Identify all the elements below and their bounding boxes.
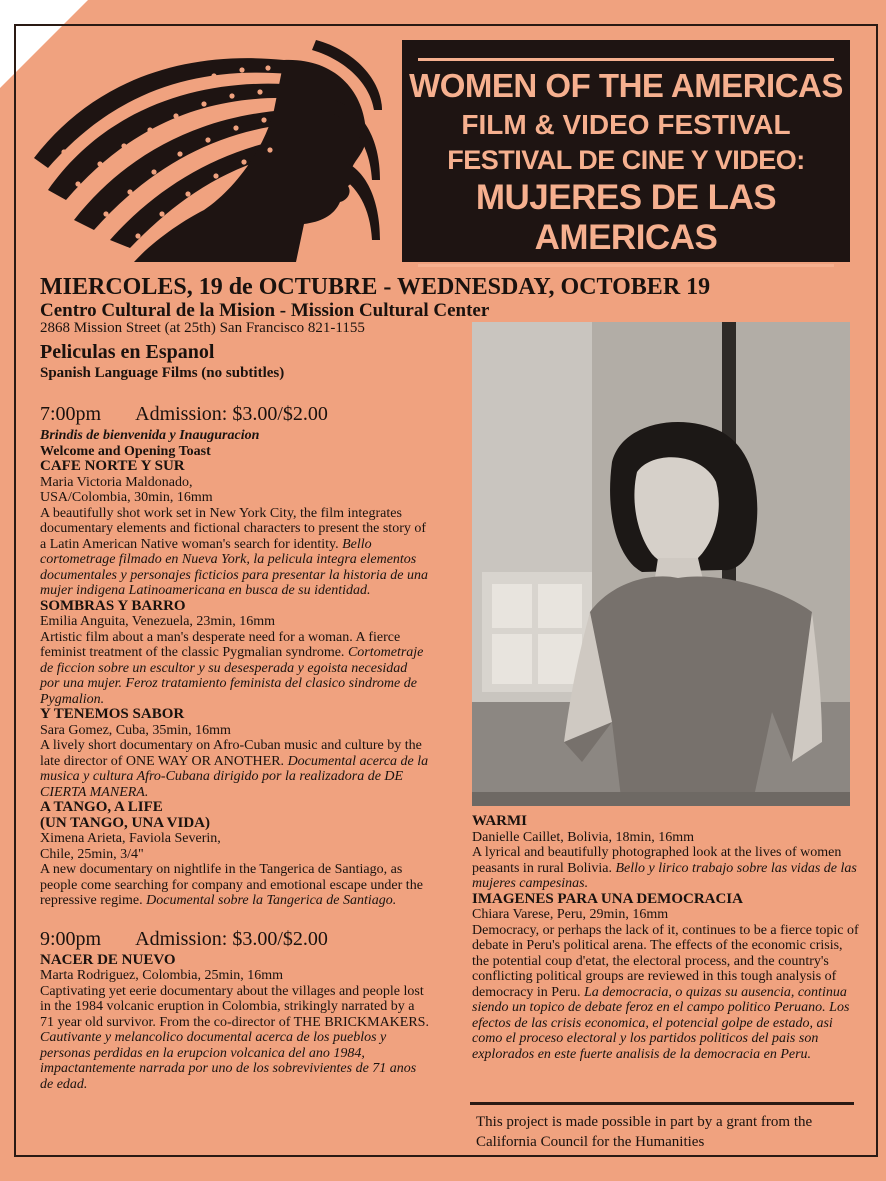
film-desc-nacer (40, 984, 430, 1093)
film-title-sombras: SOMBRAS Y BARRO (40, 597, 186, 614)
film-desc-tango-es: Documental sobre la Tangerica de Santiago. (146, 893, 397, 908)
film-desc-warmi-en: A lyrical and beautifully photographed look at the lives of women peasants in rural Bolivia. (472, 845, 842, 876)
title-line-3: FESTIVAL DE CINE Y VIDEO: (447, 145, 805, 175)
film-desc-cafe-en: A beautifully shot work set in New York City, the film integrates documentary elements and fictional characters to present the story of a Latin American Native woman's search for identity. (40, 505, 427, 552)
film-credit-sabor: Sara Gomez, Cuba, 35min, 16mm (40, 722, 231, 738)
film-desc-sombras-en: Artistic film about a man's desperate need for a woman. A fierce feminist treatment of the classic Pygmalian syndrome. (40, 629, 401, 660)
title-bottom-rule (418, 264, 834, 267)
film-credit-warmi: Danielle Caillet, Bolivia, 18min, 16mm (472, 829, 695, 845)
film-desc-warmi (472, 845, 862, 892)
film-title-sabor: Y TENEMOS SABOR (40, 706, 185, 722)
event-address: 2868 Mission Street (at 25th) San Francisco 821-1155 (40, 320, 365, 336)
film-credit-sombras: Emilia Anguita, Venezuela, 23min, 16mm (40, 614, 275, 629)
film-credit-tango-1: Ximena Arieta, Faviola Severin, (40, 831, 221, 846)
film-desc-imagenes-es: La democracia, o quizas su ausencia, continua siendo un topico de debate feroz en el campo politico Peruano. Los efectos de las crisis economica, el potencial golpe de estado, asi como el proceso electoral y los partidos politicos del pais son explorados en este fuerte analisis de la democracia en Peru. (472, 984, 850, 1062)
film-desc-imagenes-en: Democracy, or perhaps the lack of it, continues to be a fierce topic of debate in Peru's political arena. The effects of the economic crisis, the potential coup d'etat, the electoral process, and the country's conflicting political groups are reviewed in this tough analysis of democracy in Peru. (472, 922, 859, 1000)
film-credit-nacer: Marta Rodriguez, Colombia, 25min, 16mm (40, 968, 284, 983)
film-desc-sabor (40, 738, 430, 800)
film-desc-sombras-es: Cortometraje de ficcion sobre un escultor y su desesperada y egoista necesidad por una mujer. Feroz tratamiento feminista del clasico sindrome de Pygmalion. (40, 645, 424, 707)
film-desc-sombras (40, 630, 430, 708)
film-title-warmi: WARMI (472, 813, 527, 829)
film-still-photo (472, 322, 850, 806)
grant-credit: This project is made possible in part by a grant from the California Council for the Humanities (476, 1114, 813, 1150)
film-title-nacer: NACER DE NUEVO (40, 951, 176, 968)
film-credit-tango-2: Chile, 25min, 3/4" (40, 846, 144, 862)
title-top-rule (418, 58, 834, 61)
film-subtitle-tango: (UN TANGO, UNA VIDA) (40, 814, 211, 831)
film-desc-nacer-en: Captivating yet eerie documentary about the villages and people lost in the 1984 volcanic eruption in Colombia, strikingly narrated by a 71 year old survivor. From the co-director of THE BRICKMAKERS. (40, 983, 429, 1030)
films-heading-english: Spanish Language Films (no subtitles) (40, 365, 285, 381)
film-title-imagenes: IMAGENES PARA UNA DEMOCRACIA (472, 890, 743, 907)
film-desc-imagenes (472, 923, 862, 1063)
film-credit-cafe-2: USA/Colombia, 30min, 16mm (40, 490, 213, 505)
session-2-admission: Admission: $3.00/$2.00 (135, 927, 328, 950)
film-title-tango: A TANGO, A LIFE (40, 799, 163, 815)
grant-separator (470, 1102, 854, 1105)
toast-english: Welcome and Opening Toast (40, 443, 211, 459)
festival-title-box (402, 40, 850, 262)
session-1-admission: Admission: $3.00/$2.00 (135, 403, 328, 425)
festival-logo-woman-silhouette (34, 40, 382, 262)
film-title-cafe: CAFE NORTE Y SUR (40, 458, 185, 474)
event-venue: Centro Cultural de la Mision - Mission Cultural Center (40, 300, 490, 321)
session-2-time: 9:00pm (40, 927, 102, 950)
title-line-2: FILM & VIDEO FESTIVAL (461, 109, 791, 140)
title-line-4: MUJERES DE LAS AMERICAS (475, 178, 777, 257)
films-heading-spanish: Peliculas en Espanol (40, 341, 215, 363)
event-date: MIERCOLES, 19 de OCTUBRE - WEDNESDAY, OCTOBER 19 (40, 274, 711, 300)
left-column (40, 398, 430, 1092)
film-desc-sabor-es: Documental acerca de la musica y cultura Afro-Cubana dirigido por la realizadora de DE CIERTA MANERA. (40, 753, 429, 800)
film-desc-warmi-es: Bello y lirico trabajo sobre las vidas de las mujeres campesinas. (472, 860, 857, 891)
film-desc-sabor-en: A lively short documentary on Afro-Cuban music and culture by the late director of ONE WAY OR ANOTHER. (40, 738, 422, 769)
film-credit-cafe-1: Maria Victoria Maldonado, (40, 474, 193, 490)
film-desc-cafe-es: Bello cortometrage filmado en Nueva York, la pelicula integra elementos documentales y personajes ficticios para presentar la historia de una mujer indigena Latinoamericana en busca de su identidad. (40, 536, 428, 598)
film-desc-tango-en: A new documentary on nightlife in the Tangerica de Santiago, as people come searching for company and emotional escape under the repressive regime. (40, 862, 423, 908)
film-desc-tango (40, 862, 430, 909)
film-credit-imagenes: Chiara Varese, Peru, 29min, 16mm (472, 907, 669, 922)
film-desc-cafe (40, 506, 430, 599)
right-column (472, 814, 862, 1062)
session-1-time: 7:00pm (40, 403, 102, 425)
session-2-row (40, 927, 430, 951)
title-line-1: WOMEN OF THE AMERICAS (409, 67, 843, 104)
toast-spanish: Brindis de bienvenida y Inauguracion (40, 428, 260, 443)
film-desc-nacer-es: Cautivante y melancolico documental acerca de los pueblos y personas perdidas en la erupcion volcanica del ano 1984, impactantemente narrada por uno de los sobrevivientes de 71 anos de edad. (40, 1030, 417, 1092)
session-1-row (40, 402, 430, 426)
